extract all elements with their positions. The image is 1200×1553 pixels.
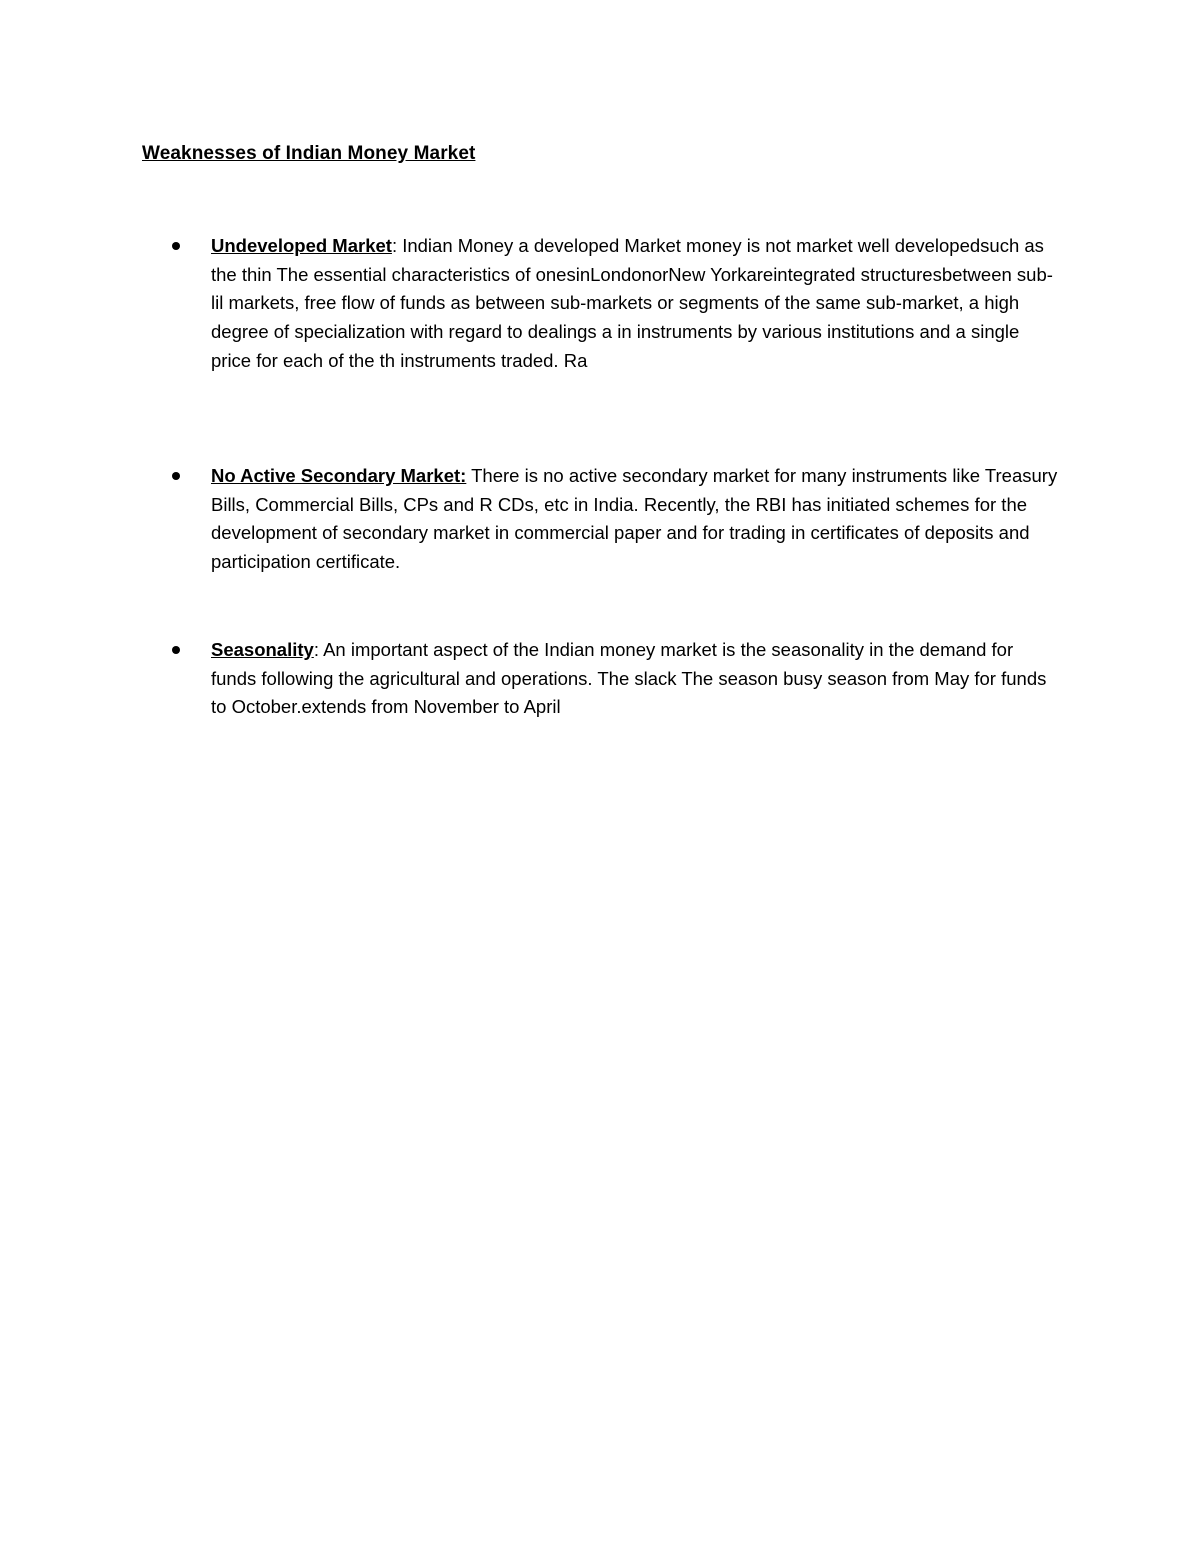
- document-title: Weaknesses of Indian Money Market: [142, 143, 476, 164]
- bullet-icon: [172, 646, 180, 654]
- list-item-text: [211, 232, 1061, 376]
- list-item-body: An important aspect of the Indian money market is the seasonality in the demand for funds following the agricultural and operations. The slack The season busy season from May for funds to October.extends from November to April: [211, 639, 1047, 718]
- list-item-text: [211, 636, 1061, 722]
- list-item-term: No Active Secondary Market:: [211, 465, 467, 486]
- list-item-separator: :: [391, 235, 398, 256]
- list-item-body: There is no active secondary market for many instruments like Treasury Bills, Commercial Bills, CPs and R CDs, etc in India. Recently, the RBI has initiated schemes for the development of secondary market in commercial paper and for trading in certificates of deposits and participation certificate.: [211, 465, 1058, 573]
- list-item-body: Indian Money a developed Market money is not market well developedsuch as the thin The essential characteristics of onesinLondonorNew Yorkareintegrated structuresbetween sub- lil markets, free flow of funds as between sub-markets or segments of the same sub-market, a high degree of specialization with regard to dealings a in instruments by various institutions and a single price for each of the th instruments traded. Ra: [211, 235, 1053, 371]
- bullet-icon: [172, 242, 180, 250]
- list-item-term: Seasonality: [211, 639, 314, 660]
- bullet-icon: [172, 472, 180, 480]
- list-item-term: Undeveloped Market: [211, 235, 392, 256]
- list-item-separator: :: [313, 639, 319, 660]
- list-item-text: [211, 462, 1061, 577]
